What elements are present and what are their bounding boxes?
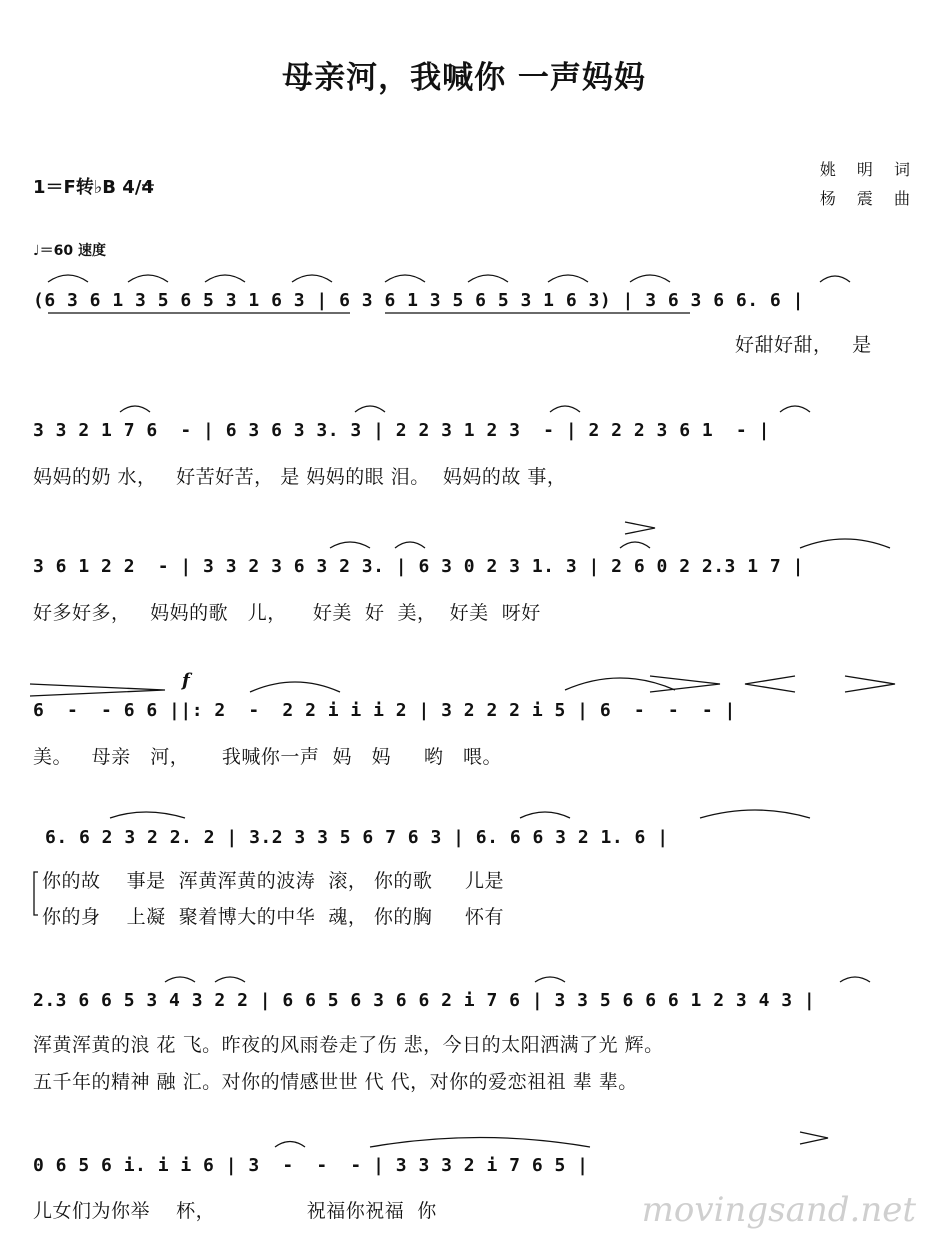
dynamic-forte: f xyxy=(182,670,190,691)
song-title: 母亲河，我喊你 一声妈妈 xyxy=(282,60,646,96)
notation-line-2: 3 3 2 1 7 6 - | 6 3 6 3 3. 3 | 2 2 3 1 2 3 - | 2 2 2 3 6 1 - | xyxy=(33,420,770,441)
lyrics-line-2: 妈妈的奶 水， 好苦好苦， 是 妈妈的眼 泪。 妈妈的故 事， xyxy=(33,466,567,488)
lyrics-line-5-verse-1: 你的故 事是 浑黄浑黄的波涛 滚， 你的歌 儿是 xyxy=(42,870,505,892)
lyrics-line-3: 好多好多， 妈妈的歌 儿， 好美 好 美， 好美 呀好 xyxy=(33,602,541,624)
notation-line-6: 2.3 6 6 5 3 4 3 2 2 | 6 6 5 6 3 6 6 2 i 7 6 | 3 3 5 6 6 6 1 2 3 4 3 | xyxy=(33,990,816,1011)
lyricist-credit: 姚 明 词 xyxy=(819,160,918,179)
notation-line-7: 0 6 5 6 i. i i 6 | 3 - - - | 3 3 3 2 i 7 6 5 | xyxy=(33,1155,589,1176)
lyrics-line-6-verse-2: 五千年的精神 融 汇。对你的情感世世 代 代，对你的爱恋祖祖 辈 辈。 xyxy=(33,1071,638,1093)
notation-line-4: 6 - - 6 6 ||: 2 - 2 2 i i i 2 | 3 2 2 2 i 5 | 6 - - - | xyxy=(33,700,736,721)
lyrics-line-7: 儿女们为你举 杯， 祝福你祝福 你 xyxy=(33,1200,437,1222)
lyrics-line-6-verse-1: 浑黄浑黄的浪 花 飞。昨夜的风雨卷走了伤 悲，今日的太阳洒满了光 辉。 xyxy=(33,1034,664,1056)
notation-line-5: 6. 6 2 3 2 2. 2 | 3.2 3 3 5 6 7 6 3 | 6. 6 6 3 2 1. 6 | xyxy=(45,827,669,848)
lyrics-line-4: 美。 母亲 河， 我喊你一声 妈 妈 哟 喂。 xyxy=(33,746,502,768)
lyrics-line-1: 好甜好甜， 是 xyxy=(735,334,872,356)
key-signature: 1＝F转♭B 4/4 xyxy=(33,177,154,198)
composer-credit: 杨 震 曲 xyxy=(819,189,918,208)
lyrics-line-5-verse-2: 你的身 上凝 聚着博大的中华 魂， 你的胸 怀有 xyxy=(42,906,505,928)
tempo-marking: ♩＝60 速度 xyxy=(33,243,106,259)
notation-line-1: (6 3 6 1 3 5 6 5 3 1 6 3 | 6 3 6 1 3 5 6 5 3 1 6 3) | 3 6 3 6 6. 6 | xyxy=(33,290,804,311)
notation-line-3: 3 6 1 2 2 - | 3 3 2 3 6 3 2 3. | 6 3 0 2 3 1. 3 | 2 6 0 2 2.3 1 7 | xyxy=(33,556,804,577)
watermark: movingsand.net xyxy=(641,1190,916,1230)
